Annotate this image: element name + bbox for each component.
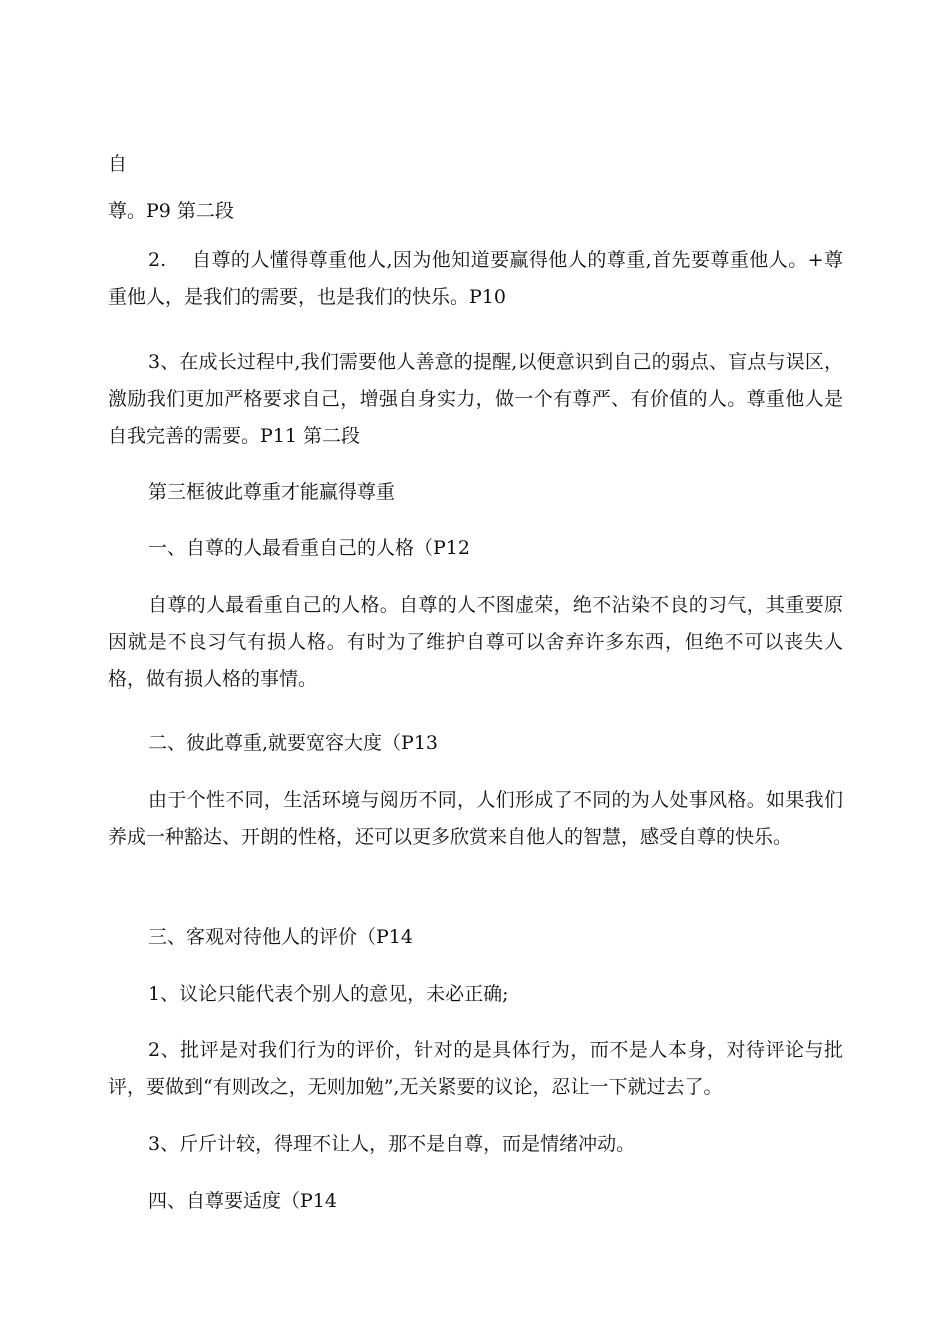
list-item-2: 2、批评是对我们行为的评价，针对的是具体行为，而不是人本身，对待评论与批评，要做到“有则改之，无则加勉”,无关紧要的议论，忍让一下就过去了。 [108,1039,843,1098]
paragraph-personality: 自尊的人最看重自己的人格。自尊的人不图虚荣，绝不沾染不良的习气，其重要原因就是不良习气有损人格。有时为了维护自尊可以舍弃许多东西，但绝不可以丧失人格，做有损人格的事情。 [108,594,843,690]
text-line-page-ref: 尊。P9 第二段 [108,200,234,222]
paragraph-tolerance: 由于个性不同，生活环境与阅历不同，人们形成了不同的为人处事风格。如果我们养成一种豁达、开朗的性格，还可以更多欣赏来自他人的智慧，感受自尊的快乐。 [108,789,843,848]
section-heading-third-frame: 第三框彼此尊重才能赢得尊重 [148,481,396,503]
paragraph-growth: 3、在成长过程中,我们需要他人善意的提醒,以便意识到自己的弱点、盲点与误区，激励我们更加严格要求自己，增强自身实力，做一个有尊严、有价值的人。尊重他人是自我完善的需要。P11 第二段 [108,351,843,447]
heading-point-one: 一、自尊的人最看重自己的人格（P12 [148,537,470,559]
paragraph-respect-others: 2. 自尊的人懂得尊重他人,因为他知道要赢得他人的尊重,首先要尊重他人。+尊重他人，是我们的需要，也是我们的快乐。P10 [108,249,843,308]
heading-point-two: 二、彼此尊重,就要宽容大度（P13 [148,732,439,754]
list-item-1: 1、议论只能代表个别人的意见，未必正确; [148,983,509,1005]
text-line-fragment: 自 [108,153,128,175]
heading-point-four: 四、自尊要适度（P14 [148,1190,337,1212]
heading-point-three: 三、客观对待他人的评价（P14 [148,926,413,948]
list-item-3: 3、斤斤计较，得理不让人，那不是自尊，而是情绪冲动。 [148,1133,636,1155]
